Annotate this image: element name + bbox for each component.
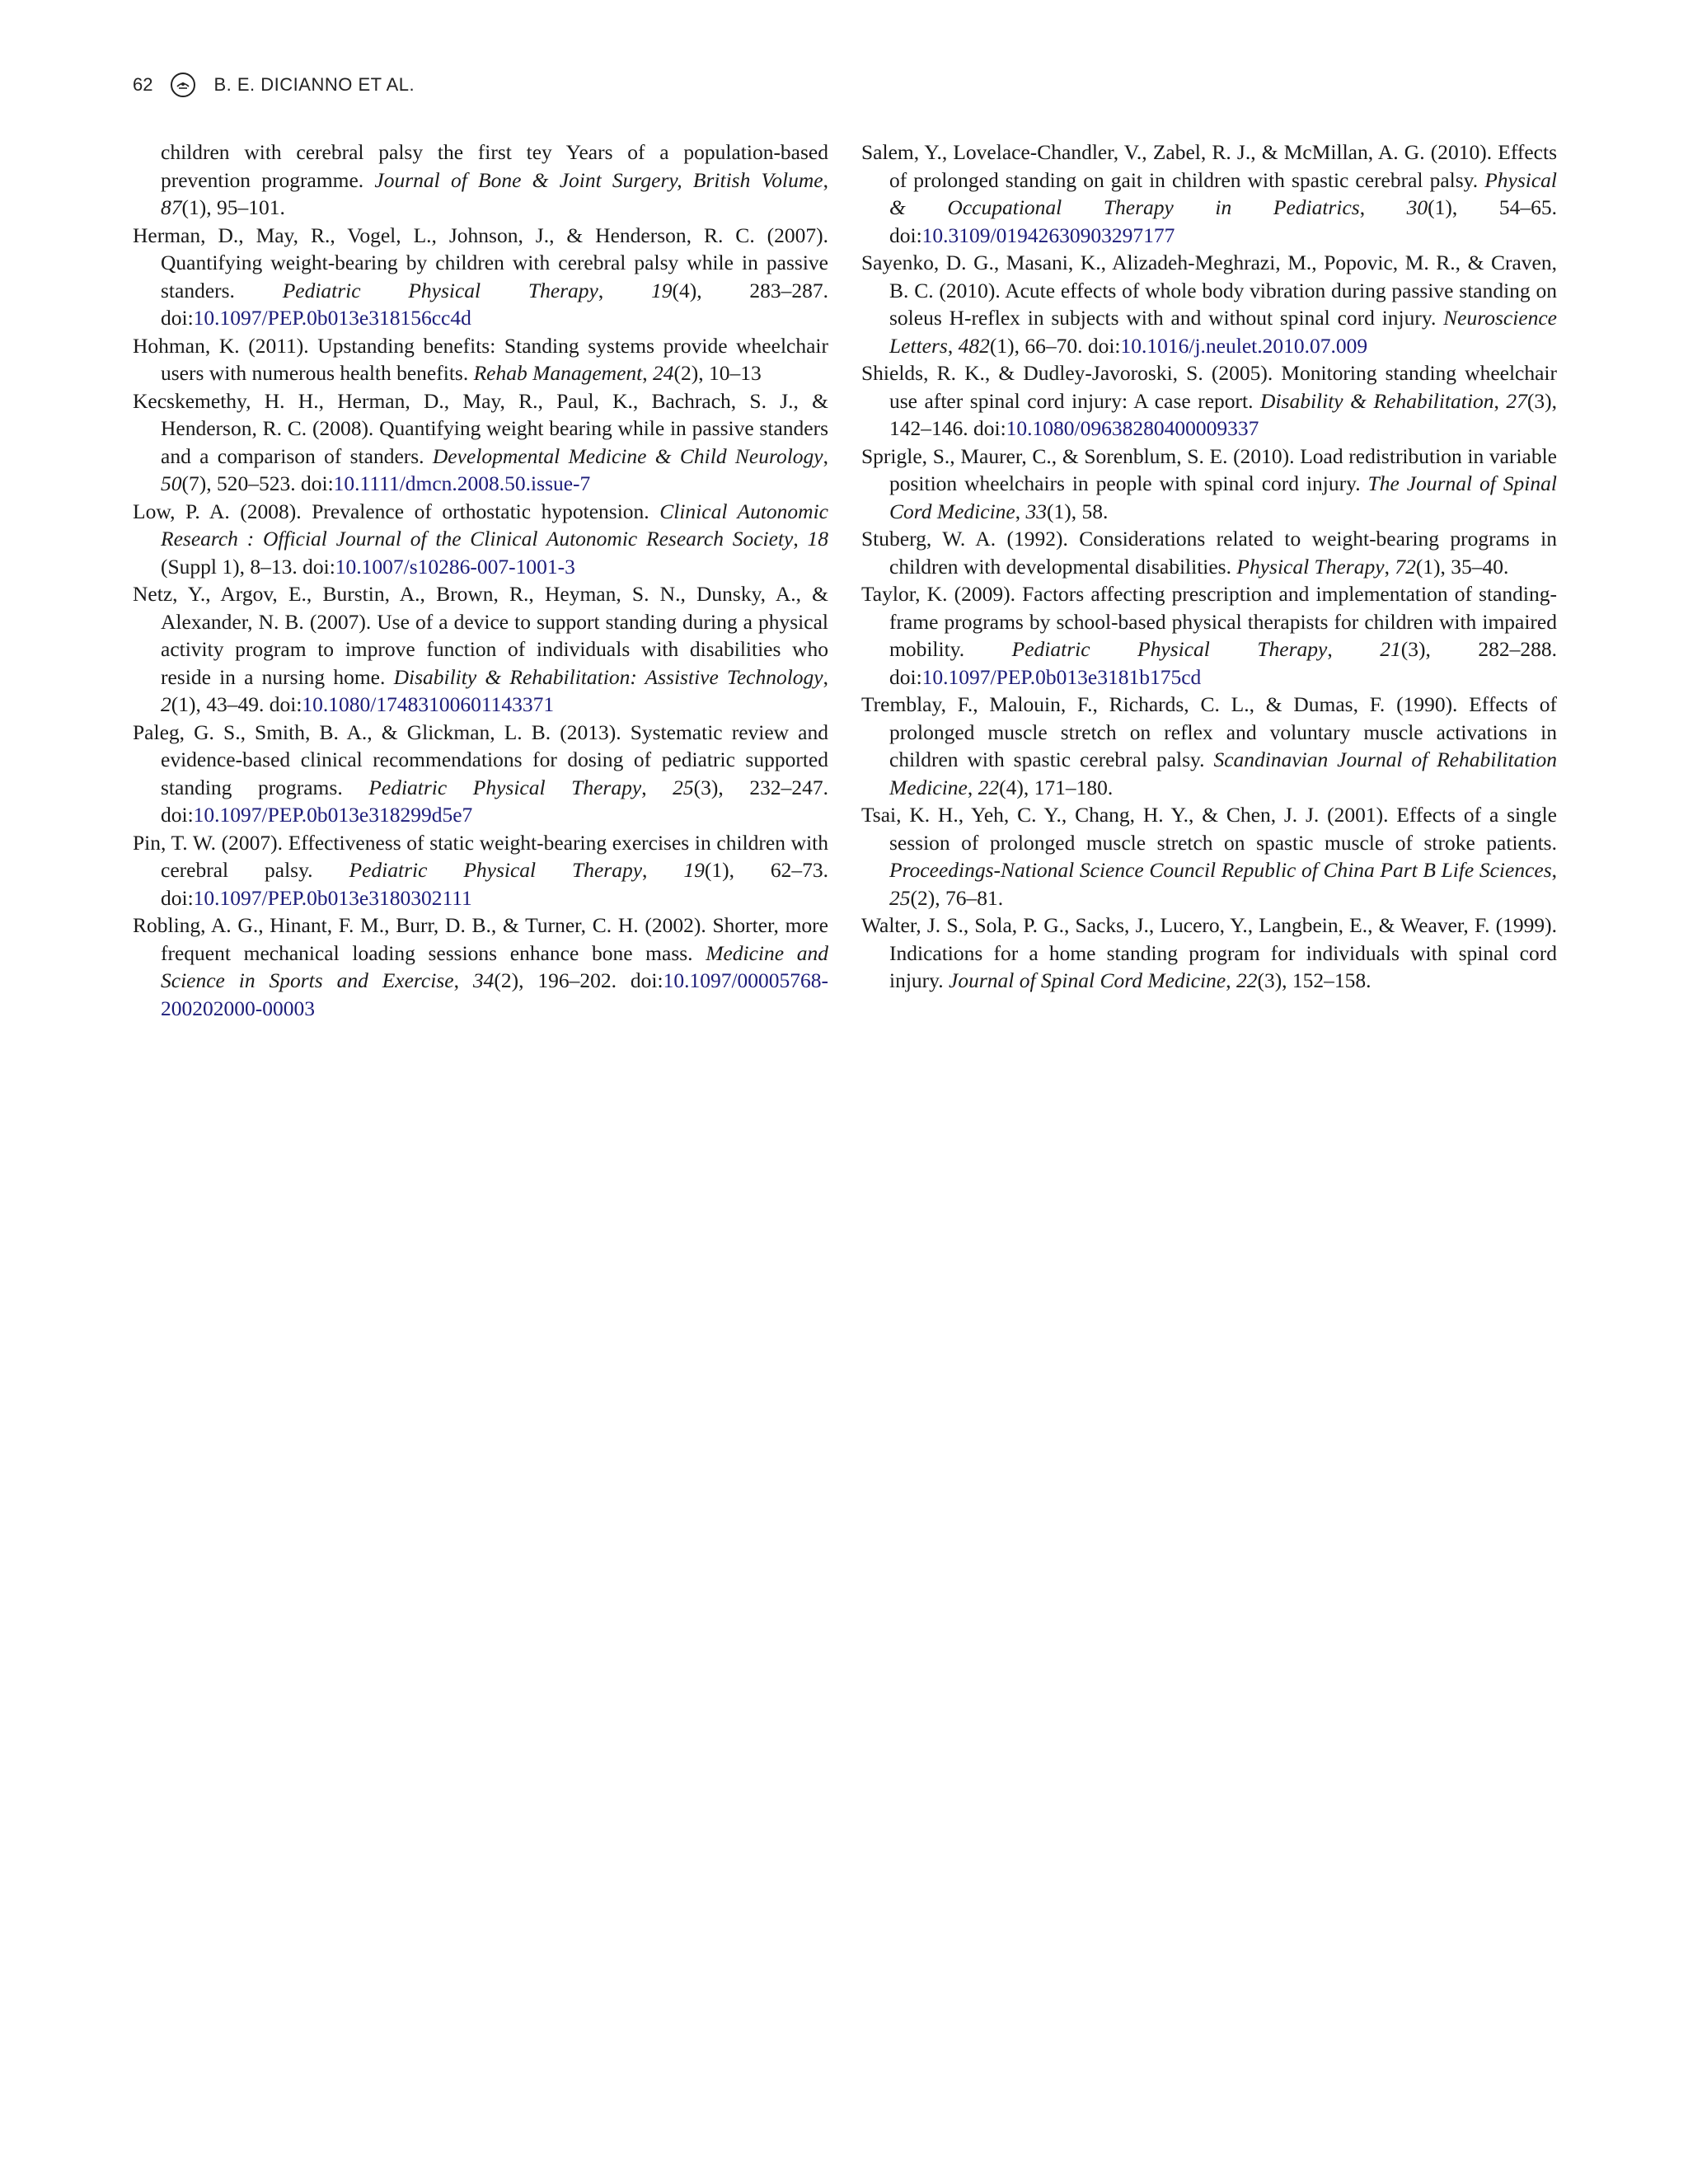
reference-text: (1), 54–65. [1428, 195, 1558, 219]
journal-title: Pediatric Physical Therapy [282, 278, 598, 302]
reference-text: (3), 282–288. [1400, 637, 1557, 661]
reference-text: (1), 35–40. [1415, 554, 1509, 579]
journal-title: Developmental Medicine & Child Neurology [432, 443, 823, 468]
journal-title: Proceedings-National Science Council Republic of China Part B Life Sciences [889, 858, 1552, 882]
reference-text: (3), 152–158. [1257, 968, 1372, 992]
reference-entry [861, 443, 1557, 526]
journal-volume: 72 [1395, 554, 1416, 579]
doi-link[interactable]: 10.1016/j.neulet.2010.07.009 [1120, 333, 1368, 358]
reference-entry [861, 912, 1557, 995]
doi-link[interactable]: 10.1097/00005768-200202000-00003 [161, 968, 829, 1020]
page-header [133, 73, 415, 97]
reference-entry [133, 498, 828, 581]
reference-text: , [823, 167, 828, 192]
reference-text: Paleg, G. S., Smith, B. A., & Glickman, L. B. (2013). Systematic review and evidence-based clinical recommendations for dosing of pediatric supported standing programs. [133, 719, 828, 799]
reference-entry [861, 525, 1557, 580]
reference-entry [133, 580, 828, 719]
reference-text: , [793, 527, 808, 551]
reference-text: Low, P. A. (2008). Prevalence of orthostatic hypotension. [133, 499, 660, 523]
journal-volume: 25 [673, 775, 694, 799]
reference-entry [861, 359, 1557, 443]
reference-text: Taylor, K. (2009). Factors affecting prescription and implementation of standing-frame programs by school-based physical therapists for children with impaired mobility. [861, 582, 1557, 661]
journal-title: Physical & Occupational Therapy in Pediatrics [889, 167, 1557, 219]
reference-text: , [641, 775, 673, 799]
reference-entry [133, 719, 828, 829]
journal-volume: 87 [161, 195, 182, 219]
doi-label: doi: [889, 664, 922, 689]
journal-volume: 50 [161, 471, 182, 495]
reference-text: , [1384, 554, 1395, 579]
reference-entry [861, 580, 1557, 691]
journal-volume: 22 [978, 775, 1000, 799]
reference-text: , [1327, 637, 1381, 661]
journal-title: Journal of Bone & Joint Surgery, British Volume [374, 167, 823, 192]
doi-label: doi: [1087, 333, 1121, 358]
journal-volume: 22 [1236, 968, 1258, 992]
reference-text: (3), 142–146. [889, 388, 1558, 440]
reference-text: (2), 196–202. [494, 968, 631, 992]
journal-volume: 27 [1506, 388, 1527, 413]
reference-text: , [453, 968, 473, 992]
reference-text: Salem, Y., Lovelace-Chandler, V., Zabel, R. J., & McMillan, A. G. (2010). Effects of prolonged standing on gait in children with spastic cerebral palsy. [861, 140, 1557, 192]
reference-entry [133, 138, 828, 222]
doi-link[interactable]: 10.1097/PEP.0b013e3181b175cd [921, 664, 1202, 689]
reference-entry [861, 691, 1557, 801]
reference-text: , [1226, 968, 1236, 992]
reference-entry [133, 387, 828, 498]
reference-text: , [1551, 858, 1557, 882]
reference-text: Shields, R. K., & Dudley-Javoroski, S. (2005). Monitoring standing wheelchair use after spinal cord injury: A case report. [861, 361, 1557, 413]
reference-text: Tremblay, F., Malouin, F., Richards, C. L., & Dumas, F. (1990). Effects of prolonged muscle stretch on reflex and voluntary muscle activations in children with spastic cerebral palsy. [861, 692, 1557, 771]
journal-title: Neuroscience Letters [889, 306, 1557, 358]
doi-link[interactable]: 10.1080/09638280400009337 [1006, 416, 1259, 440]
doi-label: doi: [161, 306, 194, 330]
journal-volume: 25 [889, 885, 911, 910]
journal-title: Clinical Autonomic Research : Official Journal of the Clinical Autonomic Research Society [161, 499, 829, 551]
reference-text: , [823, 664, 828, 689]
journal-volume: 19 [651, 278, 673, 302]
references-left-column [133, 138, 828, 1022]
doi-link[interactable]: 10.3109/01942630903297177 [921, 223, 1175, 247]
reference-text: , [598, 278, 652, 302]
reference-text: (4), 283–287. [672, 278, 828, 302]
journal-title: Physical Therapy [1236, 554, 1385, 579]
reference-text: children with cerebral palsy the first tey Years of a population-based prevention programme. [161, 140, 828, 192]
reference-text: Kecskemethy, H. H., Herman, D., May, R., Paul, K., Bachrach, S. J., & Henderson, R. C. (2008). Quantifying weight bearing while in passive standers and a comparison of standers. [133, 388, 828, 468]
reference-entry [861, 801, 1557, 912]
reference-text: (1), 43–49. [171, 692, 270, 716]
reference-text: (7), 520–523. [181, 471, 301, 495]
reference-text: Sprigle, S., Maurer, C., & Sorenblum, S. E. (2010). Load redistribution in variable position wheelchairs in people with spinal cord injury. [861, 443, 1557, 495]
reference-text: , [967, 775, 978, 799]
reference-entry [861, 138, 1557, 249]
reference-text: Tsai, K. H., Yeh, C. Y., Chang, H. Y., & Chen, J. J. (2001). Effects of a single session of prolonged muscle stretch on spastic muscle of stroke patients. [861, 803, 1557, 855]
doi-label: doi: [973, 416, 1006, 440]
doi-label: doi: [630, 968, 663, 992]
doi-label: doi: [161, 803, 194, 827]
journal-volume: 21 [1380, 637, 1401, 661]
journal-title: Pediatric Physical Therapy [1011, 637, 1328, 661]
page-number: 62 [133, 74, 153, 95]
reference-text: , [1359, 195, 1407, 219]
reference-text: Netz, Y., Argov, E., Burstin, A., Brown, R., Heyman, S. N., Dunsky, A., & Alexander, N. B. (2007). Use of a device to support standing during a physical activity program to improve function of individuals with disabilities who reside in a nursing home. [133, 582, 828, 689]
doi-link[interactable]: 10.1007/s10286-007-1001-3 [335, 554, 575, 579]
doi-label: doi: [889, 223, 922, 247]
reference-text: (Suppl 1), 8–13. [161, 554, 303, 579]
reference-text: , [1015, 499, 1026, 523]
reference-entry [133, 829, 828, 912]
doi-label: doi: [161, 885, 194, 910]
journal-title: Disability & Rehabilitation [1260, 388, 1494, 413]
reference-text: Hohman, K. (2011). Upstanding benefits: Standing systems provide wheelchair users with numerous health benefits. [133, 333, 828, 385]
reference-text: Herman, D., May, R., Vogel, L., Johnson, J., & Henderson, R. C. (2007). Quantifying weight-bearing by children with cerebral palsy while in passive standers. [133, 223, 828, 302]
journal-volume: 33 [1025, 499, 1047, 523]
reference-text: Sayenko, D. G., Masani, K., Alizadeh-Meghrazi, M., Popovic, M. R., & Craven, B. C. (2010). Acute effects of whole body vibration during passive standing on soleus H-reflex in subjects with and without spinal cord injury. [861, 251, 1557, 330]
journal-title: Pediatric Physical Therapy [368, 775, 642, 799]
journal-title: The Journal of Spinal Cord Medicine [889, 471, 1557, 523]
reference-text: Stuberg, W. A. (1992). Considerations related to weight-bearing programs in children with developmental disabilities. [861, 527, 1557, 579]
reference-text: , [642, 858, 684, 882]
reference-text: Walter, J. S., Sola, P. G., Sacks, J., Lucero, Y., Langbein, E., & Weaver, F. (1999). Indications for a home standing program for individuals with spinal cord injury. [861, 913, 1557, 992]
reference-entry [133, 912, 828, 1022]
journal-title: Disability & Rehabilitation: Assistive Technology [393, 664, 823, 689]
journal-volume: 482 [958, 333, 990, 358]
reference-entry [133, 332, 828, 387]
running-head: B. E. DICIANNO ET AL. [213, 74, 415, 95]
reference-text: (1), 95–101. [181, 195, 285, 219]
reference-text: (2), 76–81. [910, 885, 1004, 910]
journal-volume: 2 [161, 692, 171, 716]
journal-volume: 30 [1406, 195, 1428, 219]
reference-text: , [642, 361, 653, 385]
doi-label: doi: [300, 471, 334, 495]
journal-title: Rehab Management [473, 361, 643, 385]
doi-link[interactable]: 10.1080/17483100601143371 [302, 692, 555, 716]
reference-text: (2), 10–13 [673, 361, 762, 385]
journal-volume: 19 [683, 858, 705, 882]
doi-label: doi: [269, 692, 302, 716]
doi-link[interactable]: 10.1111/dmcn.2008.50.issue-7 [333, 471, 591, 495]
reference-text: (1), 58. [1046, 499, 1109, 523]
doi-label: doi: [302, 554, 335, 579]
reference-text: Robling, A. G., Hinant, F. M., Burr, D. B., & Turner, C. H. (2002). Shorter, more frequent mechanical loading sessions enhance bone mass. [133, 913, 828, 965]
reference-entry [861, 249, 1557, 359]
reference-text: (4), 171–180. [999, 775, 1114, 799]
reference-text: , [1493, 388, 1507, 413]
reference-entry [133, 222, 828, 332]
reference-text: , [823, 443, 828, 468]
journal-volume: 24 [653, 361, 674, 385]
reference-text: (1), 66–70. [989, 333, 1088, 358]
doi-link[interactable]: 10.1097/PEP.0b013e318156cc4d [193, 306, 471, 330]
doi-link[interactable]: 10.1097/PEP.0b013e3180302111 [193, 885, 472, 910]
reference-text: (3), 232–247. [693, 775, 829, 799]
journal-title: Pediatric Physical Therapy [349, 858, 643, 882]
journal-title: Scandinavian Journal of Rehabilitation Medicine [889, 748, 1558, 799]
references-right-column [861, 138, 1557, 995]
publisher-logo-icon [171, 73, 195, 97]
reference-text: , [947, 333, 959, 358]
doi-link[interactable]: 10.1097/PEP.0b013e318299d5e7 [193, 803, 473, 827]
journal-volume: 34 [472, 968, 495, 992]
reference-text: Pin, T. W. (2007). Effectiveness of static weight-bearing exercises in children with cerebral palsy. [133, 830, 828, 882]
journal-volume: 18 [807, 527, 829, 551]
journal-title: Medicine and Science in Sports and Exercise [161, 940, 828, 992]
journal-title: Journal of Spinal Cord Medicine [949, 968, 1226, 992]
reference-text: (1), 62–73. [704, 858, 829, 882]
